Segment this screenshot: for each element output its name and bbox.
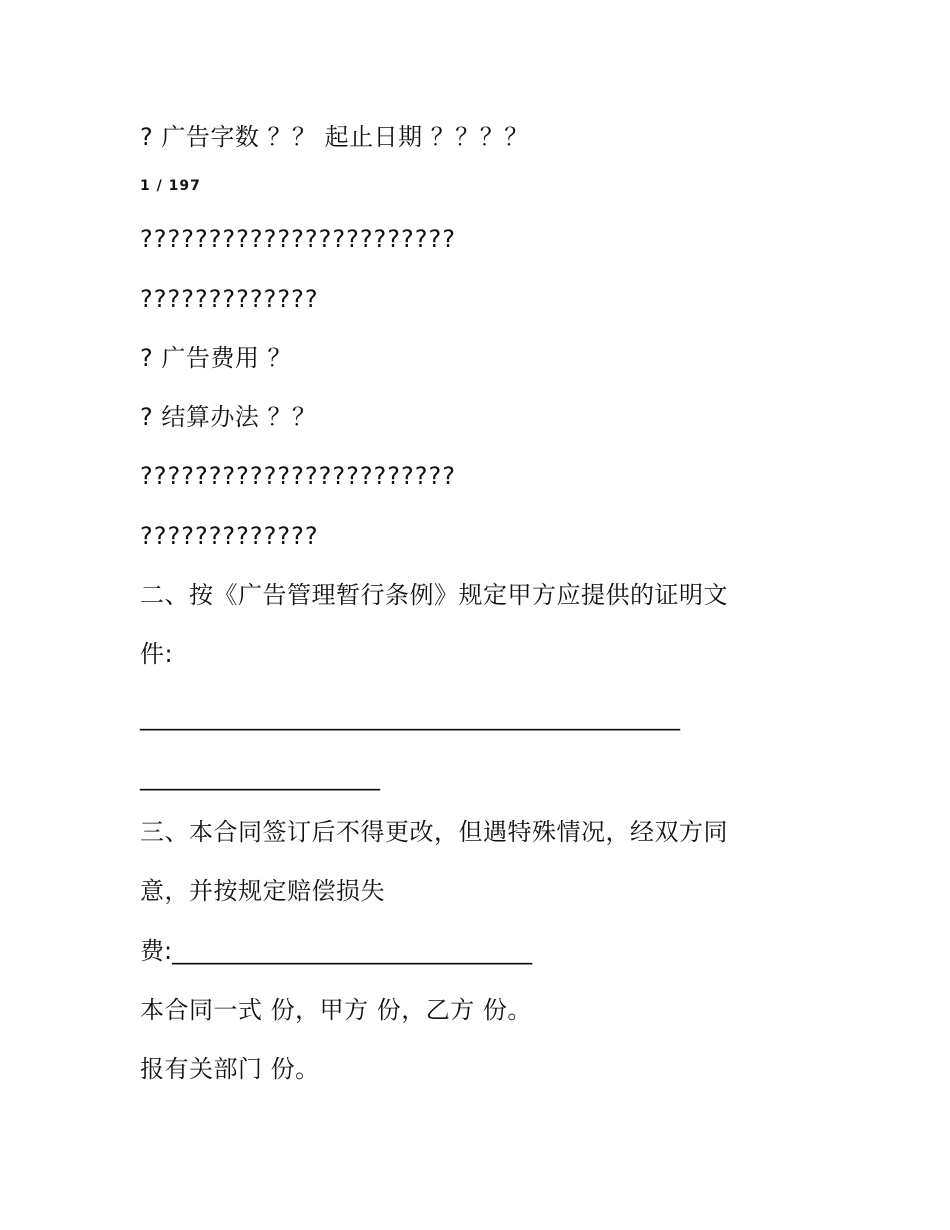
clause-two-line-2: 件: bbox=[140, 640, 174, 668]
clause-three-line-1: 三、本合同签订后不得更改，但遇特殊情况，经双方同 bbox=[140, 818, 728, 846]
blank-fill-line-1: _____________________________________________ bbox=[140, 703, 680, 731]
placeholder-line-2: ????????????? bbox=[140, 285, 319, 313]
page-number: 1 / 197 bbox=[140, 178, 201, 194]
placeholder-line-4: ????????????? bbox=[140, 522, 319, 550]
blank-fill-line-2: ____________________ bbox=[140, 763, 380, 791]
placeholder-line-3: ??????????????????????? bbox=[140, 462, 456, 490]
copies-line: 本合同一式 份，甲方 份，乙方 份。 bbox=[140, 996, 532, 1024]
clause-two-line-1: 二、按《广告管理暂行条例》规定甲方应提供的证明文 bbox=[140, 581, 728, 609]
clause-three-line-2: 意，并按规定赔偿损失 bbox=[140, 877, 385, 905]
ad-word-count-line: ? 广告字数 ？？ 起止日期 ？？？？ bbox=[140, 123, 529, 151]
department-copies-line: 报有关部门 份。 bbox=[140, 1055, 320, 1083]
settlement-method-line: ? 结算办法 ？？ bbox=[140, 403, 317, 431]
ad-fee-line: ? 广告费用 ？ bbox=[140, 344, 292, 372]
placeholder-line-1: ??????????????????????? bbox=[140, 225, 456, 253]
compensation-fee-line: 费:______________________________ bbox=[140, 937, 533, 965]
